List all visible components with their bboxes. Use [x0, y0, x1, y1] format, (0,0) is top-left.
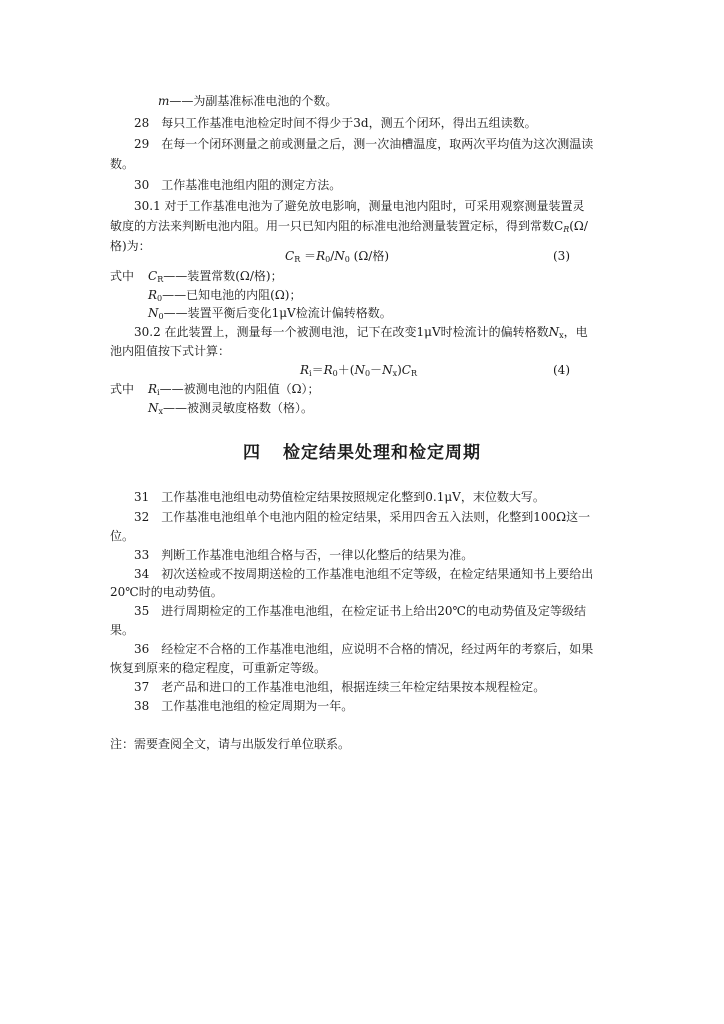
where-3-item-r0: $R_0——$已知电池的内阻(Ω)；	[148, 288, 302, 303]
clause-34-line2: 20℃时的电动势值。	[110, 585, 223, 599]
where-3-lead: 式中	[110, 269, 135, 283]
formula-4-number: (4)	[553, 363, 570, 377]
clause-29-line2: 数。	[110, 157, 135, 171]
clause-30-1-line1: 30.1 对于工作基准电池为了避免放电影响，测量电池内阻时，可采用观察测量装置灵	[134, 199, 585, 213]
where-3-item-c: $C_R——$装置常数(Ω/格)；	[148, 269, 283, 284]
clause-33: 33 判断工作基准电池组合格与否，一律以化整后的结果为准。	[134, 548, 474, 562]
where-4-item-ri: $R_i——$被测电池的内阻值（Ω）；	[148, 382, 320, 397]
clause-30-1-line2: 敏度的方法来判断电池内阻。用一只已知内阻的标准电池给测量装置定标，得到常数$C_R(\Omega/$	[110, 219, 588, 234]
where-3-item-n0: $N_0——$装置平衡后变化1μV检流计偏转格数。	[148, 306, 392, 321]
formula-3: $C_R =R_0/N_0$ (Ω/格)	[285, 249, 390, 264]
footer-note: 注：需要查阅全文，请与出版发行单位联系。	[110, 737, 351, 751]
clause-34-line1: 34 初次送检或不按周期送检的工作基准电池组不定等级，在检定结果通知书上要给出	[134, 567, 594, 581]
clause-30: 30 工作基准电池组内阻的测定方法。	[134, 178, 342, 192]
clause-32-line2: 位。	[110, 529, 135, 543]
formula-3-number: (3)	[553, 249, 570, 263]
where-m-def: m——为副基准标准电池的个数。	[158, 94, 338, 108]
section-title: 检定结果处理和检定周期	[283, 443, 481, 463]
clause-29-line1: 29 在每一个闭环测量之前或测量之后，测一次油槽温度，取两次平均值为这次测温读	[134, 137, 594, 151]
clause-30-2-line1: 30.2 在此装置上，测量每一个被测电池，记下在改变1μV时检流计的偏转格数$N_x$，电	[134, 325, 588, 340]
symbol-m: m	[158, 94, 170, 108]
formula-4: $R_i=R_0+(N_0-N_x)C_R$	[300, 363, 417, 378]
clause-35-line1: 35 进行周期检定的工作基准电池组，在检定证书上给出20℃的电动势值及定等级结	[134, 604, 586, 618]
clause-36-line2: 恢复到原来的稳定程度，可重新定等级。	[110, 661, 327, 675]
clause-37: 37 老产品和进口的工作基准电池组，根据连续三年检定结果按本规程检定。	[134, 680, 546, 694]
clause-30-2-line2: 池内阻值按下式计算：	[110, 344, 231, 358]
section-heading	[0, 438, 724, 463]
where-4-item-nx: $N_x——$被测灵敏度格数（格）。	[148, 401, 314, 416]
clause-38: 38 工作基准电池组的检定周期为一年。	[134, 699, 354, 713]
clause-35-line2: 果。	[110, 623, 135, 637]
clause-36-line1: 36 经检定不合格的工作基准电池组，应说明不合格的情况，经过两年的考察后，如果	[134, 642, 594, 656]
clause-32-line1: 32 工作基准电池组单个电池内阻的检定结果，采用四舍五入法则，化整到100Ω这一	[134, 510, 591, 524]
clause-28: 28 每只工作基准电池检定时间不得少于3d，测五个闭环，得出五组读数。	[134, 116, 537, 130]
clause-30-1-line3: 格)为：	[110, 239, 151, 253]
clause-31: 31 工作基准电池组电动势值检定结果按照规定化整到0.1μV，末位数大写。	[134, 490, 545, 504]
where-4-lead: 式中	[110, 382, 135, 396]
section-number: 四	[243, 443, 261, 463]
